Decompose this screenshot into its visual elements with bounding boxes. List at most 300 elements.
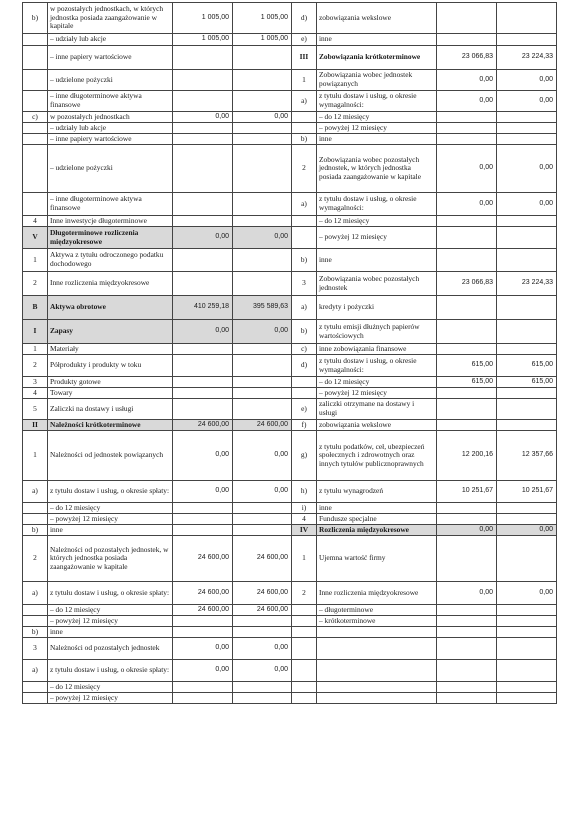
left-item-number [23, 123, 48, 134]
table-row [23, 605, 557, 616]
right-value-previous [497, 693, 557, 704]
table-row [23, 112, 557, 123]
left-value-current [173, 355, 233, 377]
table-row [23, 525, 557, 536]
right-item-number [292, 638, 317, 660]
right-item-number [292, 112, 317, 123]
right-item-label: inne [317, 134, 437, 145]
right-item-number [292, 123, 317, 134]
left-item-number: c) [23, 112, 48, 123]
right-item-number: 2 [292, 145, 317, 193]
left-value-current [173, 399, 233, 420]
right-value-previous [497, 320, 557, 344]
left-item-label: Długoterminowe rozliczenia międzyokresowe [48, 227, 173, 249]
left-value-previous: 24 600,00 [233, 582, 292, 605]
right-item-label: Zobowiązania krótkoterminowe [317, 46, 437, 70]
left-value-previous [233, 344, 292, 355]
right-value-previous: 12 357,66 [497, 431, 557, 481]
right-value-current [437, 627, 497, 638]
left-value-current: 24 600,00 [173, 536, 233, 582]
table-row [23, 320, 557, 344]
table-row [23, 227, 557, 249]
left-item-number [23, 70, 48, 91]
right-item-number [292, 227, 317, 249]
left-value-current [173, 134, 233, 145]
right-item-number: d) [292, 3, 317, 34]
left-item-label: Należności krótkoterminowe [48, 420, 173, 431]
left-value-previous [233, 693, 292, 704]
left-value-current: 1 005,00 [173, 34, 233, 46]
left-item-label: Należności od pozostałych jednostek [48, 638, 173, 660]
right-value-current: 23 066,83 [437, 272, 497, 296]
left-item-label: Zaliczki na dostawy i usługi [48, 399, 173, 420]
table-row [23, 134, 557, 145]
table-row [23, 123, 557, 134]
right-item-number: a) [292, 91, 317, 112]
left-item-number: I [23, 320, 48, 344]
right-item-label [317, 638, 437, 660]
left-item-number: II [23, 420, 48, 431]
right-value-previous [497, 388, 557, 399]
right-item-number: 1 [292, 70, 317, 91]
left-item-number: b) [23, 3, 48, 34]
right-value-previous [497, 249, 557, 272]
left-item-label: Towary [48, 388, 173, 399]
left-value-previous [233, 377, 292, 388]
left-item-label: – powyżej 12 miesięcy [48, 514, 173, 525]
table-row [23, 145, 557, 193]
left-item-label: inne [48, 627, 173, 638]
table-row [23, 503, 557, 514]
left-item-number [23, 605, 48, 616]
right-value-previous [497, 112, 557, 123]
right-value-current [437, 682, 497, 693]
right-value-previous: 0,00 [497, 70, 557, 91]
left-value-current: 24 600,00 [173, 605, 233, 616]
right-item-label: Zobowiązania wobec pozostałych jednostek, w których jednostka posiada zaangażowanie w kapitale [317, 145, 437, 193]
right-item-label: Inne rozliczenia międzyokresowe [317, 582, 437, 605]
table-row [23, 660, 557, 682]
left-item-number: a) [23, 582, 48, 605]
left-value-current [173, 193, 233, 216]
right-value-previous [497, 134, 557, 145]
right-item-label: Ujemna wartość firmy [317, 536, 437, 582]
right-value-current [437, 344, 497, 355]
left-value-previous: 1 005,00 [233, 34, 292, 46]
right-item-label: – powyżej 12 miesięcy [317, 388, 437, 399]
right-value-current [437, 605, 497, 616]
right-value-previous: 615,00 [497, 377, 557, 388]
right-value-current [437, 399, 497, 420]
right-item-number: IV [292, 525, 317, 536]
left-item-label: – do 12 miesięcy [48, 682, 173, 693]
right-value-current: 10 251,67 [437, 481, 497, 503]
right-value-current [437, 296, 497, 320]
left-item-label: Zapasy [48, 320, 173, 344]
right-item-label: – do 12 miesięcy [317, 216, 437, 227]
right-value-current: 0,00 [437, 193, 497, 216]
right-value-current [437, 638, 497, 660]
right-value-previous [497, 420, 557, 431]
right-value-current: 0,00 [437, 582, 497, 605]
left-item-label: w pozostałych jednostkach, w których jednostka posiada zaangażowanie w kapitale [48, 3, 173, 34]
left-item-label: – inne długoterminowe aktywa finansowe [48, 193, 173, 216]
table-row [23, 249, 557, 272]
left-value-previous: 24 600,00 [233, 605, 292, 616]
table-row [23, 582, 557, 605]
left-item-number [23, 145, 48, 193]
right-item-number [292, 377, 317, 388]
right-item-number [292, 616, 317, 627]
right-value-previous [497, 627, 557, 638]
right-value-current [437, 320, 497, 344]
right-item-label: – krótkoterminowe [317, 616, 437, 627]
left-item-number [23, 91, 48, 112]
left-item-label: – udzielone pożyczki [48, 70, 173, 91]
table-row [23, 536, 557, 582]
right-value-current [437, 660, 497, 682]
left-item-number: 2 [23, 355, 48, 377]
left-value-current: 410 259,18 [173, 296, 233, 320]
left-value-current [173, 46, 233, 70]
right-value-current [437, 503, 497, 514]
left-value-previous [233, 399, 292, 420]
left-item-number: 1 [23, 431, 48, 481]
right-item-label: Rozliczenia międzyokresowe [317, 525, 437, 536]
left-value-previous: 0,00 [233, 320, 292, 344]
right-item-label: z tytułu dostaw i usług, o okresie wymagalności: [317, 91, 437, 112]
right-item-label: kredyty i pożyczki [317, 296, 437, 320]
right-item-label: Zobowiązania wobec jednostek powiązanych [317, 70, 437, 91]
left-value-previous [233, 503, 292, 514]
right-value-current [437, 123, 497, 134]
table-row [23, 3, 557, 34]
right-item-number: f) [292, 420, 317, 431]
left-value-previous [233, 272, 292, 296]
table-row [23, 481, 557, 503]
left-value-current [173, 216, 233, 227]
left-value-current [173, 388, 233, 399]
right-value-current: 0,00 [437, 91, 497, 112]
right-item-number [292, 216, 317, 227]
right-value-current [437, 34, 497, 46]
balance-table [22, 2, 557, 704]
table-row [23, 91, 557, 112]
left-value-current [173, 145, 233, 193]
left-item-label: z tytułu dostaw i usług, o okresie spłaty: [48, 582, 173, 605]
right-value-current: 0,00 [437, 145, 497, 193]
left-value-previous: 0,00 [233, 431, 292, 481]
left-item-number [23, 134, 48, 145]
left-item-number: 5 [23, 399, 48, 420]
right-item-number: b) [292, 249, 317, 272]
left-value-previous: 0,00 [233, 481, 292, 503]
right-item-number: b) [292, 320, 317, 344]
right-value-previous [497, 682, 557, 693]
left-item-label: Należności od pozostałych jednostek, w których jednostka posiada zaangażowanie w kapitale [48, 536, 173, 582]
table-row [23, 296, 557, 320]
right-item-label [317, 682, 437, 693]
table-row [23, 431, 557, 481]
table-row [23, 616, 557, 627]
right-item-number [292, 627, 317, 638]
right-value-previous [497, 605, 557, 616]
left-value-previous [233, 145, 292, 193]
right-item-number: 1 [292, 536, 317, 582]
left-item-number [23, 46, 48, 70]
left-value-current [173, 693, 233, 704]
right-item-number: 2 [292, 582, 317, 605]
left-item-number: 3 [23, 638, 48, 660]
left-value-previous [233, 123, 292, 134]
left-item-number: B [23, 296, 48, 320]
left-value-previous: 0,00 [233, 227, 292, 249]
left-item-label: inne [48, 525, 173, 536]
right-value-previous [497, 503, 557, 514]
left-value-current: 0,00 [173, 431, 233, 481]
left-value-current [173, 616, 233, 627]
table-row [23, 272, 557, 296]
left-value-previous: 395 589,63 [233, 296, 292, 320]
right-item-label: – do 12 miesięcy [317, 377, 437, 388]
table-row [23, 34, 557, 46]
right-item-label: z tytułu wynagrodzeń [317, 481, 437, 503]
right-value-previous: 0,00 [497, 582, 557, 605]
right-item-number: e) [292, 399, 317, 420]
left-value-current: 24 600,00 [173, 420, 233, 431]
right-item-number: e) [292, 34, 317, 46]
right-item-number [292, 660, 317, 682]
right-item-number: 3 [292, 272, 317, 296]
right-value-current [437, 616, 497, 627]
left-item-label: – udziały lub akcje [48, 123, 173, 134]
right-item-label [317, 693, 437, 704]
left-item-number: b) [23, 525, 48, 536]
right-value-previous: 0,00 [497, 193, 557, 216]
left-value-previous [233, 70, 292, 91]
right-item-number: d) [292, 355, 317, 377]
left-value-current [173, 123, 233, 134]
table-row [23, 70, 557, 91]
left-value-previous: 0,00 [233, 660, 292, 682]
table-row [23, 46, 557, 70]
left-value-previous [233, 46, 292, 70]
left-item-label: – powyżej 12 miesięcy [48, 616, 173, 627]
right-item-number: c) [292, 344, 317, 355]
right-value-previous [497, 3, 557, 34]
right-value-previous: 0,00 [497, 91, 557, 112]
left-item-number: 2 [23, 272, 48, 296]
left-item-label: Inne inwestycje długoterminowe [48, 216, 173, 227]
left-value-current: 24 600,00 [173, 582, 233, 605]
left-item-label: w pozostałych jednostkach [48, 112, 173, 123]
left-item-label: – do 12 miesięcy [48, 503, 173, 514]
left-value-previous [233, 616, 292, 627]
left-item-number [23, 616, 48, 627]
right-value-previous: 0,00 [497, 525, 557, 536]
left-value-previous [233, 525, 292, 536]
table-row [23, 627, 557, 638]
left-item-label: – do 12 miesięcy [48, 605, 173, 616]
right-item-number: a) [292, 296, 317, 320]
table-row [23, 193, 557, 216]
left-item-label: Produkty gotowe [48, 377, 173, 388]
right-value-current [437, 216, 497, 227]
right-item-label: inne [317, 34, 437, 46]
left-item-label: z tytułu dostaw i usług, o okresie spłaty: [48, 660, 173, 682]
left-value-current: 0,00 [173, 481, 233, 503]
left-value-previous [233, 193, 292, 216]
right-item-number [292, 682, 317, 693]
left-value-current [173, 249, 233, 272]
right-value-previous [497, 216, 557, 227]
left-value-current [173, 70, 233, 91]
right-value-previous [497, 660, 557, 682]
table-row [23, 344, 557, 355]
left-value-previous [233, 682, 292, 693]
left-value-current: 0,00 [173, 227, 233, 249]
table-row [23, 399, 557, 420]
right-value-previous [497, 536, 557, 582]
left-value-previous: 0,00 [233, 112, 292, 123]
right-item-label: zobowiązania wekslowe [317, 420, 437, 431]
left-item-number: V [23, 227, 48, 249]
right-value-previous [497, 296, 557, 320]
right-item-number [292, 693, 317, 704]
right-item-label: z tytułu podatków, ceł, ubezpieczeń społecznych i zdrowotnych oraz innych tytułów publicznoprawnych [317, 431, 437, 481]
right-item-label [317, 660, 437, 682]
table-row [23, 388, 557, 399]
right-value-current: 12 200,16 [437, 431, 497, 481]
left-value-current [173, 627, 233, 638]
right-item-label: – powyżej 12 miesięcy [317, 123, 437, 134]
right-item-label: – długoterminowe [317, 605, 437, 616]
right-value-current [437, 134, 497, 145]
left-value-previous: 24 600,00 [233, 536, 292, 582]
right-item-label: zobowiązania wekslowe [317, 3, 437, 34]
left-item-label: – inne papiery wartościowe [48, 134, 173, 145]
table-row [23, 377, 557, 388]
right-item-number: 4 [292, 514, 317, 525]
left-value-previous [233, 134, 292, 145]
right-value-previous [497, 34, 557, 46]
left-value-current: 1 005,00 [173, 3, 233, 34]
left-item-number: 1 [23, 344, 48, 355]
right-item-label: – do 12 miesięcy [317, 112, 437, 123]
left-item-number: 1 [23, 249, 48, 272]
balance-sheet [22, 2, 556, 704]
left-item-label: – powyżej 12 miesięcy [48, 693, 173, 704]
left-value-previous [233, 91, 292, 112]
left-item-label: Aktywa z tytułu odroczonego podatku dochodowego [48, 249, 173, 272]
right-item-number: h) [292, 481, 317, 503]
right-value-current: 0,00 [437, 70, 497, 91]
right-value-previous: 23 224,33 [497, 272, 557, 296]
right-item-label: – powyżej 12 miesięcy [317, 227, 437, 249]
right-item-label: zaliczki otrzymane na dostawy i usługi [317, 399, 437, 420]
right-value-previous [497, 227, 557, 249]
left-value-previous [233, 249, 292, 272]
left-value-previous [233, 514, 292, 525]
left-value-current: 0,00 [173, 638, 233, 660]
right-item-number: III [292, 46, 317, 70]
left-value-current: 0,00 [173, 112, 233, 123]
right-value-current: 615,00 [437, 377, 497, 388]
left-item-label: – udziały lub akcje [48, 34, 173, 46]
left-value-previous: 0,00 [233, 638, 292, 660]
left-value-current: 0,00 [173, 660, 233, 682]
left-value-previous [233, 355, 292, 377]
right-value-current [437, 693, 497, 704]
table-row [23, 355, 557, 377]
left-item-label: z tytułu dostaw i usług, o okresie spłaty: [48, 481, 173, 503]
table-row [23, 420, 557, 431]
left-item-number [23, 34, 48, 46]
left-item-number: b) [23, 627, 48, 638]
right-item-number: a) [292, 193, 317, 216]
right-item-number: i) [292, 503, 317, 514]
left-value-current [173, 525, 233, 536]
left-item-label: Inne rozliczenia międzyokresowe [48, 272, 173, 296]
right-item-number: b) [292, 134, 317, 145]
right-item-number: g) [292, 431, 317, 481]
left-item-label: – inne długoterminowe aktywa finansowe [48, 91, 173, 112]
table-row [23, 693, 557, 704]
left-item-number: a) [23, 481, 48, 503]
left-item-number [23, 682, 48, 693]
right-value-current [437, 536, 497, 582]
left-value-current [173, 377, 233, 388]
left-value-previous [233, 388, 292, 399]
right-item-label: Fundusze specjalne [317, 514, 437, 525]
left-item-number [23, 693, 48, 704]
right-item-label: inne zobowiązania finansowe [317, 344, 437, 355]
right-value-current [437, 514, 497, 525]
right-item-label [317, 627, 437, 638]
right-value-current: 0,00 [437, 525, 497, 536]
left-item-label: Półprodukty i produkty w toku [48, 355, 173, 377]
left-item-number [23, 514, 48, 525]
right-value-current: 23 066,83 [437, 46, 497, 70]
left-value-previous [233, 627, 292, 638]
right-item-label: z tytułu emisji dłużnych papierów wartościowych [317, 320, 437, 344]
right-value-current [437, 420, 497, 431]
right-item-number [292, 605, 317, 616]
right-value-previous [497, 638, 557, 660]
right-value-current: 615,00 [437, 355, 497, 377]
left-value-current: 0,00 [173, 320, 233, 344]
right-item-label: inne [317, 503, 437, 514]
left-item-number [23, 503, 48, 514]
right-value-current [437, 227, 497, 249]
right-value-previous [497, 514, 557, 525]
right-item-number [292, 388, 317, 399]
right-item-label: Zobowiązania wobec pozostałych jednostek [317, 272, 437, 296]
left-value-current [173, 91, 233, 112]
table-row [23, 682, 557, 693]
left-value-current [173, 503, 233, 514]
right-value-previous: 23 224,33 [497, 46, 557, 70]
right-value-previous: 615,00 [497, 355, 557, 377]
right-value-current [437, 112, 497, 123]
table-row [23, 216, 557, 227]
left-item-label: – inne papiery wartościowe [48, 46, 173, 70]
table-row [23, 638, 557, 660]
left-item-number: a) [23, 660, 48, 682]
left-value-current [173, 682, 233, 693]
left-value-previous: 24 600,00 [233, 420, 292, 431]
left-item-label: Należności od jednostek powiązanych [48, 431, 173, 481]
